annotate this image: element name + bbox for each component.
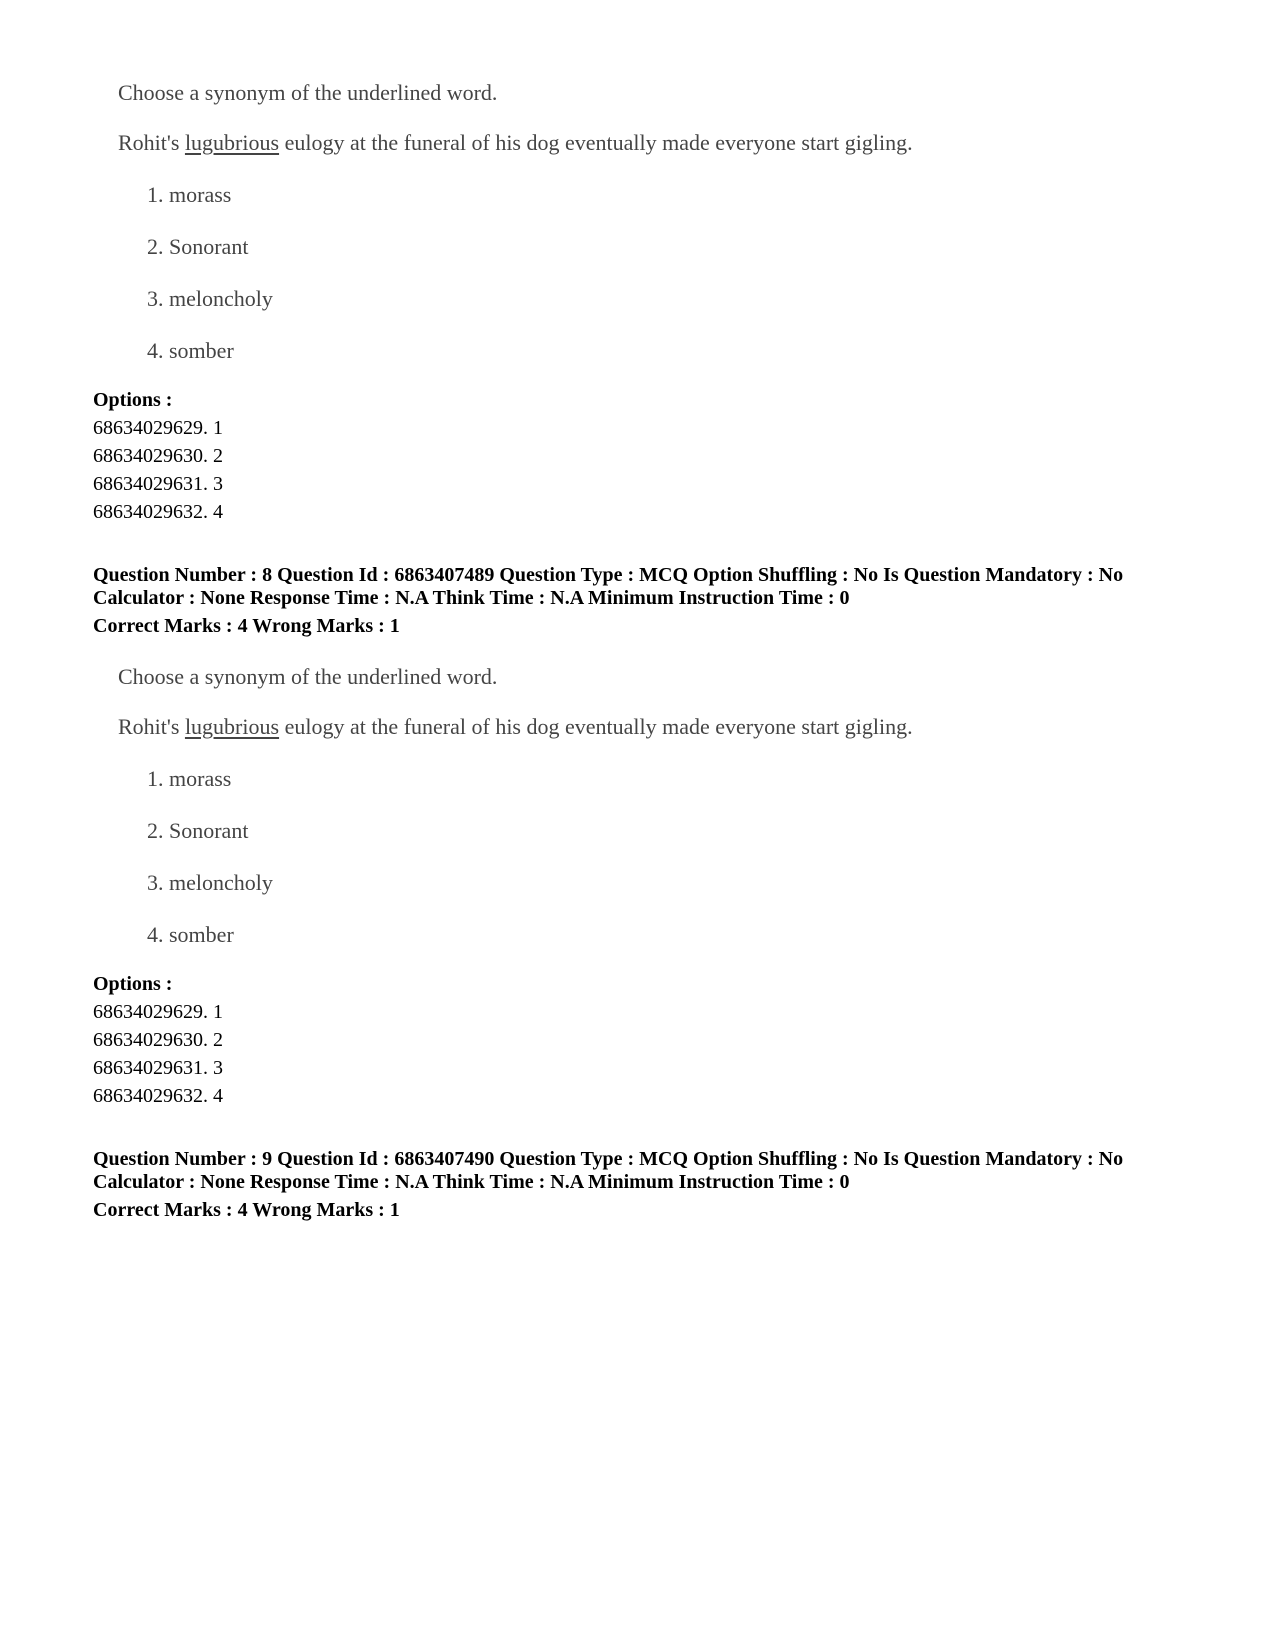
options-label: Options : — [93, 973, 173, 995]
sentence-before: Rohit's — [118, 714, 185, 739]
options-label: Options : — [93, 389, 173, 411]
choice-item: 2. Sonorant — [147, 818, 249, 843]
question-instruction: Choose a synonym of the underlined word. — [118, 664, 498, 689]
underlined-word: lugubrious — [184, 714, 280, 739]
question-marks-line: Correct Marks : 4 Wrong Marks : 1 — [93, 1199, 400, 1221]
choice-item: 2. Sonorant — [147, 234, 249, 259]
question-sentence — [118, 130, 913, 156]
question-marks-line: Correct Marks : 4 Wrong Marks : 1 — [93, 615, 400, 637]
option-item: 68634029631. 3 — [93, 473, 223, 495]
choice-item: 1. morass — [147, 182, 232, 207]
question-header-line1: Question Number : 8 Question Id : 6863407489 Question Type : MCQ Option Shuffling : No Is Question Mandatory : No — [93, 564, 1124, 586]
sentence-before: Rohit's — [118, 130, 185, 155]
option-item: 68634029632. 4 — [93, 501, 223, 523]
option-item: 68634029630. 2 — [93, 445, 223, 467]
option-item: 68634029631. 3 — [93, 1057, 223, 1079]
option-item: 68634029630. 2 — [93, 1029, 223, 1051]
choice-item: 3. meloncholy — [147, 870, 273, 895]
question-instruction: Choose a synonym of the underlined word. — [118, 80, 498, 105]
choice-item: 4. somber — [147, 338, 234, 363]
option-item: 68634029629. 1 — [93, 417, 223, 439]
question-sentence — [118, 714, 913, 740]
option-item: 68634029629. 1 — [93, 1001, 223, 1023]
sentence-after: eulogy at the funeral of his dog eventually made everyone start gigling. — [279, 714, 913, 739]
question-header-line2: Calculator : None Response Time : N.A Think Time : N.A Minimum Instruction Time : 0 — [93, 1171, 850, 1193]
question-header-line1: Question Number : 9 Question Id : 6863407490 Question Type : MCQ Option Shuffling : No Is Question Mandatory : No — [93, 1148, 1124, 1170]
choice-item: 3. meloncholy — [147, 286, 273, 311]
choice-item: 4. somber — [147, 922, 234, 947]
choice-item: 1. morass — [147, 766, 232, 791]
underlined-word: lugubrious — [184, 130, 280, 155]
sentence-after: eulogy at the funeral of his dog eventually made everyone start gigling. — [279, 130, 913, 155]
option-item: 68634029632. 4 — [93, 1085, 223, 1107]
question-header-line2: Calculator : None Response Time : N.A Think Time : N.A Minimum Instruction Time : 0 — [93, 587, 850, 609]
